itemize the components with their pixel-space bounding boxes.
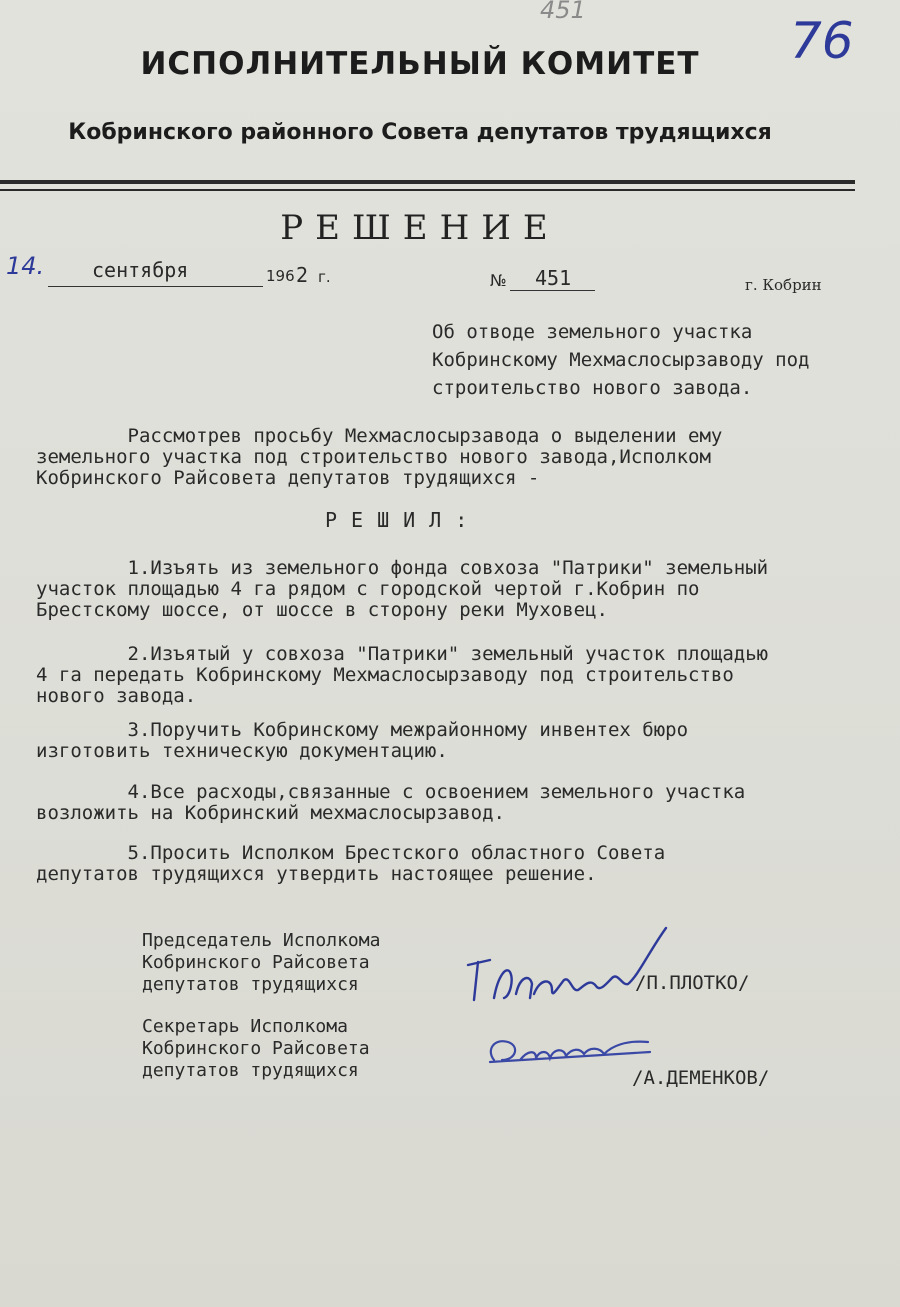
title-line: Кобринского Райсовета bbox=[142, 1038, 370, 1059]
page-number: 76 bbox=[790, 12, 854, 70]
decision-number: 451 bbox=[535, 266, 572, 290]
preamble-line: Рассмотрев просьбу Мехмаслосырзавода о выделении ему bbox=[36, 425, 723, 447]
item-4 bbox=[36, 782, 896, 824]
item-line: 3.Поручить Кобринскому межрайонному инвентех бюро bbox=[36, 719, 689, 741]
title-line: депутатов трудящихся bbox=[142, 974, 359, 995]
item-line: нового завода. bbox=[36, 685, 197, 707]
date-year-g: г. bbox=[318, 268, 331, 286]
date-day: 14. bbox=[6, 252, 45, 280]
item-2 bbox=[36, 644, 896, 707]
date-underline bbox=[48, 286, 263, 287]
header-org: ИСПОЛНИТЕЛЬНЫЙ КОМИТЕТ bbox=[140, 46, 700, 82]
number-underline bbox=[510, 290, 595, 291]
doc-type-title: РЕШЕНИЕ bbox=[280, 208, 560, 248]
preamble bbox=[36, 426, 896, 489]
header-rule-thick bbox=[0, 180, 855, 184]
subject-line: Кобринскому Мехмаслосырзаводу под bbox=[432, 349, 810, 371]
subject-line: Об отводе земельного участка bbox=[432, 321, 753, 343]
item-line: 1.Изъять из земельного фонда совхоза "Патрики" земельный bbox=[36, 557, 769, 579]
item-line: 5.Просить Исполком Брестского областного Совета bbox=[36, 842, 666, 864]
title-line: Председатель Исполкома bbox=[142, 930, 381, 951]
item-3 bbox=[36, 720, 896, 762]
item-line: Брестскому шоссе, от шоссе в сторону реки Муховец. bbox=[36, 599, 608, 621]
decided-heading: РЕШИЛ: bbox=[325, 508, 482, 532]
title-line: Секретарь Исполкома bbox=[142, 1016, 348, 1037]
secretary-name: /А.ДЕМЕНКОВ/ bbox=[632, 1067, 770, 1089]
item-1 bbox=[36, 558, 896, 621]
secretary-title bbox=[142, 1016, 370, 1082]
number-label: № bbox=[490, 271, 507, 290]
item-line: изготовить техническую документацию. bbox=[36, 740, 448, 762]
chairman-signature-image bbox=[460, 920, 690, 1010]
city: г. Кобрин bbox=[745, 276, 822, 294]
item-line: возложить на Кобринский мехмаслосырзавод. bbox=[36, 802, 505, 824]
item-line: депутатов трудящихся утвердить настоящее решение. bbox=[36, 863, 597, 885]
preamble-line: земельного участка под строительство нового завода,Исполком bbox=[36, 446, 711, 468]
date-year-prefix: 196 bbox=[266, 267, 295, 285]
title-line: депутатов трудящихся bbox=[142, 1060, 359, 1081]
preamble-line: Кобринского Райсовета депутатов трудящихся - bbox=[36, 467, 540, 489]
item-line: 4.Все расходы,связанные с освоением земельного участка bbox=[36, 781, 746, 803]
header-rule-thin bbox=[0, 189, 855, 191]
subject-line: строительство нового завода. bbox=[432, 377, 753, 399]
item-line: участок площадью 4 га рядом с городской чертой г.Кобрин по bbox=[36, 578, 700, 600]
secretary-signature-image bbox=[480, 1030, 660, 1080]
chairman-title bbox=[142, 930, 380, 996]
item-5 bbox=[36, 843, 896, 885]
title-line: Кобринского Райсовета bbox=[142, 952, 370, 973]
item-line: 2.Изъятый у совхоза "Патрики" земельный участок площадью bbox=[36, 643, 769, 665]
item-line: 4 га передать Кобринскому Мехмаслосырзаводу под строительство bbox=[36, 664, 734, 686]
date-month: сентября bbox=[92, 258, 189, 282]
chairman-name: /П.ПЛОТКО/ bbox=[635, 972, 750, 994]
header-sub: Кобринского районного Совета депутатов трудящихся bbox=[68, 120, 772, 145]
subject bbox=[432, 318, 810, 402]
date-year-suffix: 2 bbox=[296, 263, 309, 287]
archive-number: 451 bbox=[540, 0, 586, 24]
